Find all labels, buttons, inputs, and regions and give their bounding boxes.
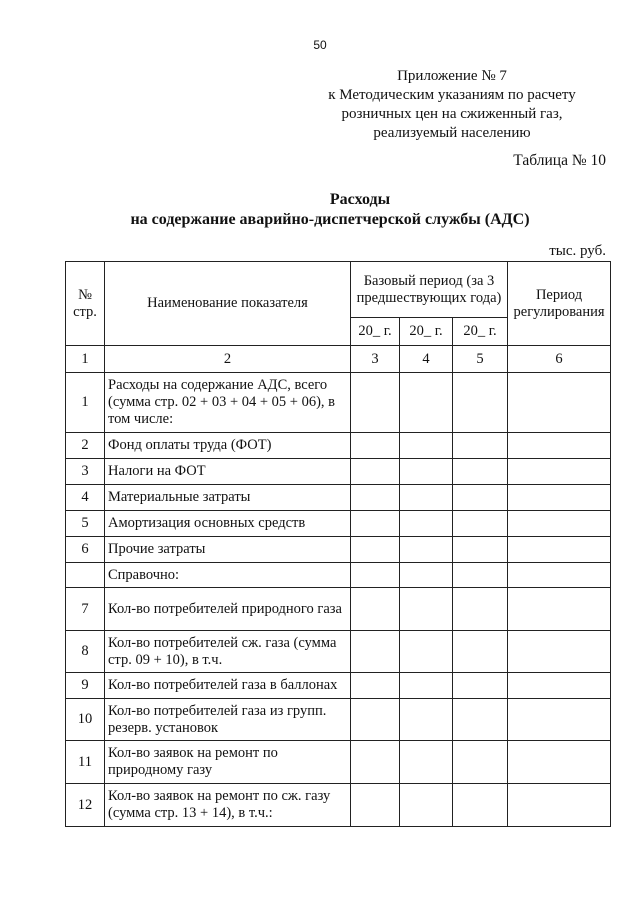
value-cell: [453, 373, 508, 433]
column-numbers-row: [66, 346, 611, 373]
value-cell: [508, 588, 611, 631]
column-number: 6: [508, 346, 611, 373]
value-cell: [508, 459, 611, 485]
value-cell: [508, 537, 611, 563]
row-name: Кол-во потребителей сж. газа (сумма стр. 09 + 10), в т.ч.: [105, 631, 351, 673]
value-cell: [351, 511, 400, 537]
page-number: 50: [313, 38, 327, 52]
row-name: Фонд оплаты труда (ФОТ): [105, 433, 351, 459]
column-number: 3: [351, 346, 400, 373]
row-number: 3: [66, 459, 105, 485]
table-row: [66, 459, 611, 485]
appendix-line-1: Приложение № 7: [397, 68, 507, 84]
value-cell: [351, 373, 400, 433]
table-row: [66, 537, 611, 563]
value-cell: [508, 631, 611, 673]
table-number: Таблица № 10: [513, 152, 606, 169]
value-cell: [400, 563, 453, 588]
header-base-period: Базовый период (за 3 предшествующих года): [351, 262, 508, 318]
value-cell: [508, 563, 611, 588]
value-cell: [453, 485, 508, 511]
table-row: [66, 673, 611, 699]
value-cell: [400, 631, 453, 673]
row-number: [66, 563, 105, 588]
value-cell: [400, 373, 453, 433]
value-cell: [453, 433, 508, 459]
value-cell: [351, 588, 400, 631]
header-regulation-period: Период регулирования: [508, 262, 611, 346]
row-number: 5: [66, 511, 105, 537]
title-line-1: Расходы: [329, 191, 391, 208]
row-name: Кол-во потребителей газа в баллонах: [105, 673, 351, 699]
value-cell: [508, 373, 611, 433]
row-name: Кол-во заявок на ремонт по природному газу: [105, 741, 351, 784]
table-row: [66, 563, 611, 588]
row-number: 1: [66, 373, 105, 433]
value-cell: [453, 699, 508, 741]
row-name: Расходы на содержание АДС, всего (сумма стр. 02 + 03 + 04 + 05 + 06), в том числе:: [105, 373, 351, 433]
row-name: Кол-во потребителей природного газа: [105, 588, 351, 631]
appendix-line-2: к Методическим указаниям по расчету: [328, 87, 576, 103]
value-cell: [351, 741, 400, 784]
value-cell: [351, 485, 400, 511]
value-cell: [400, 537, 453, 563]
appendix-note: [302, 67, 602, 143]
value-cell: [453, 588, 508, 631]
table-row: [66, 373, 611, 433]
table-row: [66, 699, 611, 741]
value-cell: [508, 511, 611, 537]
value-cell: [400, 784, 453, 827]
value-cell: [351, 631, 400, 673]
header-row-no: № стр.: [66, 262, 105, 346]
value-cell: [351, 459, 400, 485]
value-cell: [351, 433, 400, 459]
value-cell: [400, 433, 453, 459]
expenses-table: [65, 261, 611, 827]
row-name: Кол-во заявок на ремонт по сж. газу (сумма стр. 13 + 14), в т.ч.:: [105, 784, 351, 827]
value-cell: [453, 459, 508, 485]
table-row: [66, 631, 611, 673]
value-cell: [400, 485, 453, 511]
value-cell: [400, 741, 453, 784]
value-cell: [453, 741, 508, 784]
value-cell: [508, 741, 611, 784]
value-cell: [508, 699, 611, 741]
table-row: [66, 784, 611, 827]
document-title: [0, 190, 640, 230]
row-name: Налоги на ФОТ: [105, 459, 351, 485]
row-number: 6: [66, 537, 105, 563]
row-name: Кол-во потребителей газа из групп. резерв. установок: [105, 699, 351, 741]
value-cell: [351, 673, 400, 699]
value-cell: [453, 511, 508, 537]
value-cell: [351, 563, 400, 588]
value-cell: [400, 699, 453, 741]
row-number: 2: [66, 433, 105, 459]
value-cell: [400, 588, 453, 631]
value-cell: [453, 673, 508, 699]
title-line-2: на содержание аварийно-диспетчерской службы (АДС): [130, 211, 530, 228]
units-label: тыс. руб.: [549, 243, 606, 259]
value-cell: [351, 784, 400, 827]
table-row: [66, 433, 611, 459]
value-cell: [508, 673, 611, 699]
table-row: [66, 511, 611, 537]
value-cell: [453, 631, 508, 673]
value-cell: [453, 784, 508, 827]
appendix-line-4: реализуемый населению: [373, 125, 531, 141]
column-number: 4: [400, 346, 453, 373]
header-year-2: 20_ г.: [400, 318, 453, 346]
value-cell: [453, 537, 508, 563]
header-year-1: 20_ г.: [351, 318, 400, 346]
value-cell: [453, 563, 508, 588]
row-number: 7: [66, 588, 105, 631]
value-cell: [508, 433, 611, 459]
table-row: [66, 588, 611, 631]
header-year-3: 20_ г.: [453, 318, 508, 346]
row-number: 9: [66, 673, 105, 699]
column-number: 1: [66, 346, 105, 373]
value-cell: [508, 784, 611, 827]
row-number: 12: [66, 784, 105, 827]
row-number: 10: [66, 699, 105, 741]
value-cell: [400, 673, 453, 699]
row-number: 11: [66, 741, 105, 784]
column-number: 2: [105, 346, 351, 373]
row-name: Амортизация основных средств: [105, 511, 351, 537]
row-number: 8: [66, 631, 105, 673]
table-row: [66, 741, 611, 784]
header-name: Наименование показателя: [105, 262, 351, 346]
row-name: Прочие затраты: [105, 537, 351, 563]
value-cell: [508, 485, 611, 511]
value-cell: [351, 537, 400, 563]
value-cell: [400, 511, 453, 537]
row-name: Справочно:: [105, 563, 351, 588]
row-number: 4: [66, 485, 105, 511]
column-number: 5: [453, 346, 508, 373]
row-name: Материальные затраты: [105, 485, 351, 511]
table-row: [66, 485, 611, 511]
header-row: [66, 262, 611, 318]
value-cell: [351, 699, 400, 741]
value-cell: [400, 459, 453, 485]
appendix-line-3: розничных цен на сжиженный газ,: [341, 106, 563, 122]
